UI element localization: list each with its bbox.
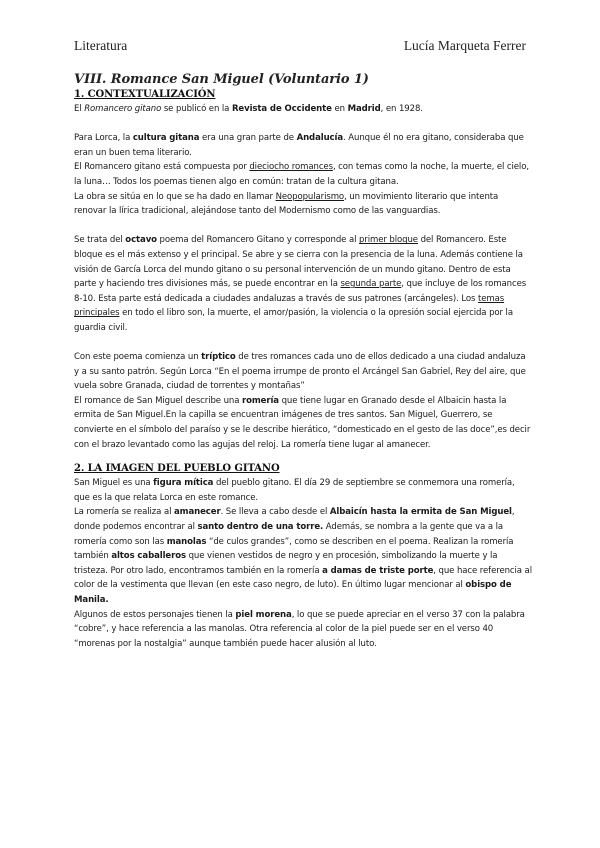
paragraph: La obra se sitúa en lo que se ha dado en llamar Neopopularismo, un movimiento literario que intenta renovar la lírica tradicional, alejándose tanto del Modernismo como de las vanguardias.: [74, 191, 499, 217]
paragraph: Con este poema comienza un tríptico de tres romances cada uno de ellos dedicado a una ciudad andaluza y a su santo patrón. Según Lorca “En el poema irrumpe de pronto el Arcángel San Gabriel, Rey del aire, que vuela sobre Granada, ciudad de torrentes y montañas”: [74, 352, 526, 392]
header-author: Lucía Marqueta Ferrer: [403, 38, 526, 53]
paragraph: Algunos de estos personajes tienen la piel morena, lo que se puede apreciar en el verso 37 con la palabra “cobre”, y hace referencia a las manolas. Otra referencia al color de la piel puede ser en el verso 40 “morenas por la nostalgia” aunque también puede hacer alusión al luto.: [74, 609, 525, 649]
paragraph: Para Lorca, la cultura gitana era una gran parte de Andalucía. Aunque él no era gitano, consideraba que eran un buen tema literario.: [74, 133, 524, 158]
document-title: VIII. Romance San Miguel (Voluntario 1): [74, 72, 369, 87]
section-heading-imagen-pueblo-gitano: 2. LA IMAGEN DEL PUEBLO GITANO: [74, 463, 280, 475]
document-body: [74, 71, 532, 651]
paragraph: El Romancero gitano está compuesta por dieciocho romances, con temas como la noche, la muerte, el cielo, la luna… Todos los poemas tienen algo en común: tratan de la cultura gitana.: [74, 162, 529, 187]
paragraph: El Romancero gitano se publicó en la Revista de Occidente en Madrid, en 1928.: [74, 104, 423, 114]
header-subject: Literatura: [74, 38, 128, 53]
section-heading-contextualizacion: 1. CONTEXTUALIZACIÓN: [74, 89, 216, 100]
paragraph: El romance de San Miguel describe una romería que tiene lugar en Granado desde el Albaicin hasta la ermita de San Miguel.En la capilla se encuentran imágenes de tres santos. San Miguel, Guerrero, se convierte en el símbolo del paraíso y se le describe hierático, “domesticado en el gesto de las doce”,es decir con el brazo levantado como las agujas del reloj. La romería tiene lugar al amanecer.: [74, 395, 531, 450]
paragraph: Se trata del octavo poema del Romancero Gitano y corresponde al primer bloque del Romancero. Este bloque es el más extenso y el principal. Se abre y se cierra con la presencia de la luna. Además contiene la visión de García Lorca del mundo gitano o su personal intervención de un mundo gitano. Dentro de esta parte y haciendo tres divisiones más, se puede encontrar en la segunda parte, que incluye de los romances 8-10. Esta parte está dedicada a ciudades andaluzas a través de sus patrones (arcángeles). Los temas principales en todo el libro son, la muerte, el amor/pasión, la violencia o la opresión social ejercida por la guardia civil.: [74, 235, 527, 333]
paragraph: La romería se realiza al amanecer. Se lleva a cabo desde el Albaicín hasta la ermita de San Miguel, donde podemos encontrar al santo dentro de una torre. Además, se nombra a la gente que va a la romería como son las manolas “de culos grandes”, como se describen en el poema. Realizan la romería también altos caballeros que vienen vestidos de negro y en procesión, simbolizando la muerte y la tristeza. Por otro lado, encontramos también en la romería a damas de triste porte, que hace referencia al color de la vestimenta que llevan (en este caso negro, de luto). En último lugar mencionar al obispo de Manila.: [74, 507, 532, 605]
paragraph: San Miguel es una figura mítica del pueblo gitano. El día 29 de septiembre se conmemora una romería, que es la que relata Lorca en este romance.: [74, 478, 515, 503]
